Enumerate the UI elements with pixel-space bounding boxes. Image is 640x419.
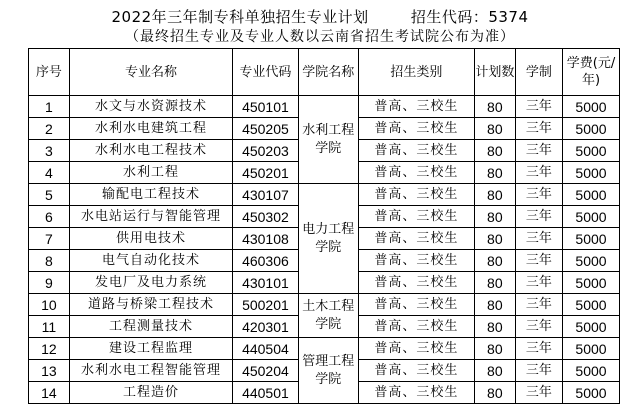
cell-seq: 8 <box>29 250 70 272</box>
table-row <box>29 294 620 316</box>
cell-category: 普高、三校生 <box>358 382 474 404</box>
cell-code: 430101 <box>233 272 299 294</box>
cell-fee: 5000 <box>563 338 620 360</box>
cell-code: 440504 <box>233 338 299 360</box>
cell-code: 420301 <box>233 316 299 338</box>
cell-code: 450205 <box>233 118 299 140</box>
header-seq: 序号 <box>29 49 70 96</box>
cell-major: 供用电技术 <box>69 228 232 250</box>
cell-duration: 三年 <box>515 206 562 228</box>
cell-major: 工程造价 <box>69 382 232 404</box>
cell-seq: 6 <box>29 206 70 228</box>
cell-plan: 80 <box>474 250 515 272</box>
cell-seq: 4 <box>29 162 70 184</box>
cell-plan: 80 <box>474 272 515 294</box>
cell-plan: 80 <box>474 294 515 316</box>
cell-code: 450203 <box>233 140 299 162</box>
header-major: 专业名称 <box>69 49 232 96</box>
cell-plan: 80 <box>474 206 515 228</box>
cell-major: 水利水电工程技术 <box>69 140 232 162</box>
cell-duration: 三年 <box>515 162 562 184</box>
cell-seq: 3 <box>29 140 70 162</box>
cell-plan: 80 <box>474 96 515 118</box>
header-row <box>29 49 620 96</box>
cell-duration: 三年 <box>515 96 562 118</box>
cell-category: 普高、三校生 <box>358 118 474 140</box>
cell-duration: 三年 <box>515 184 562 206</box>
cell-seq: 9 <box>29 272 70 294</box>
cell-fee: 5000 <box>563 228 620 250</box>
cell-code: 430108 <box>233 228 299 250</box>
cell-fee: 5000 <box>563 184 620 206</box>
cell-major: 水利水电工程智能管理 <box>69 360 232 382</box>
cell-duration: 三年 <box>515 228 562 250</box>
cell-category: 普高、三校生 <box>358 294 474 316</box>
cell-plan: 80 <box>474 118 515 140</box>
cell-fee: 5000 <box>563 250 620 272</box>
cell-plan: 80 <box>474 382 515 404</box>
cell-code: 430107 <box>233 184 299 206</box>
cell-college: 管理工程学院 <box>298 338 358 404</box>
cell-major: 道路与桥梁工程技术 <box>69 294 232 316</box>
header-duration: 学制 <box>515 49 562 96</box>
cell-category: 普高、三校生 <box>358 96 474 118</box>
cell-seq: 14 <box>29 382 70 404</box>
cell-plan: 80 <box>474 140 515 162</box>
cell-category: 普高、三校生 <box>358 162 474 184</box>
cell-fee: 5000 <box>563 360 620 382</box>
cell-major: 工程测量技术 <box>69 316 232 338</box>
cell-fee: 5000 <box>563 140 620 162</box>
cell-plan: 80 <box>474 360 515 382</box>
cell-seq: 10 <box>29 294 70 316</box>
cell-major: 电气自动化技术 <box>69 250 232 272</box>
cell-major: 输配电工程技术 <box>69 184 232 206</box>
cell-major: 建设工程监理 <box>69 338 232 360</box>
cell-seq: 7 <box>29 228 70 250</box>
header-category: 招生类别 <box>358 49 474 96</box>
cell-fee: 5000 <box>563 382 620 404</box>
cell-seq: 13 <box>29 360 70 382</box>
cell-major: 发电厂及电力系统 <box>69 272 232 294</box>
header-fee: 学费(元/年) <box>563 49 620 96</box>
page-subtitle: （最终招生专业及专业人数以云南省招生考试院公布为准） <box>125 29 515 45</box>
cell-fee: 5000 <box>563 162 620 184</box>
enrollment-plan-table <box>28 48 620 404</box>
cell-category: 普高、三校生 <box>358 316 474 338</box>
header-code: 专业代码 <box>233 49 299 96</box>
cell-major: 水文与水资源技术 <box>69 96 232 118</box>
table-body <box>29 96 620 404</box>
table-row <box>29 338 620 360</box>
cell-plan: 80 <box>474 162 515 184</box>
cell-seq: 2 <box>29 118 70 140</box>
cell-seq: 5 <box>29 184 70 206</box>
cell-duration: 三年 <box>515 294 562 316</box>
table-row <box>29 96 620 118</box>
cell-college: 土木工程学院 <box>298 294 358 338</box>
cell-category: 普高、三校生 <box>358 250 474 272</box>
cell-category: 普高、三校生 <box>358 228 474 250</box>
cell-duration: 三年 <box>515 360 562 382</box>
cell-code: 450201 <box>233 162 299 184</box>
cell-fee: 5000 <box>563 316 620 338</box>
cell-plan: 80 <box>474 228 515 250</box>
cell-code: 440501 <box>233 382 299 404</box>
cell-duration: 三年 <box>515 272 562 294</box>
header-plan: 计划数 <box>474 49 515 96</box>
header-college: 学院名称 <box>298 49 358 96</box>
cell-fee: 5000 <box>563 206 620 228</box>
cell-fee: 5000 <box>563 118 620 140</box>
cell-plan: 80 <box>474 184 515 206</box>
cell-code: 460306 <box>233 250 299 272</box>
cell-major: 水利工程 <box>69 162 232 184</box>
cell-code: 450302 <box>233 206 299 228</box>
cell-code: 500201 <box>233 294 299 316</box>
cell-duration: 三年 <box>515 140 562 162</box>
cell-category: 普高、三校生 <box>358 206 474 228</box>
cell-fee: 5000 <box>563 294 620 316</box>
cell-category: 普高、三校生 <box>358 140 474 162</box>
cell-plan: 80 <box>474 316 515 338</box>
cell-code: 450204 <box>233 360 299 382</box>
cell-category: 普高、三校生 <box>358 184 474 206</box>
cell-category: 普高、三校生 <box>358 338 474 360</box>
cell-duration: 三年 <box>515 338 562 360</box>
table-row <box>29 184 620 206</box>
page-title: 2022年三年制专科单独招生专业计划 招生代码：5374 <box>111 8 529 26</box>
cell-fee: 5000 <box>563 96 620 118</box>
cell-code: 450101 <box>233 96 299 118</box>
cell-college: 电力工程学院 <box>298 184 358 294</box>
cell-duration: 三年 <box>515 118 562 140</box>
cell-major: 水利水电建筑工程 <box>69 118 232 140</box>
cell-college: 水利工程学院 <box>298 96 358 184</box>
cell-major: 水电站运行与智能管理 <box>69 206 232 228</box>
cell-plan: 80 <box>474 338 515 360</box>
cell-category: 普高、三校生 <box>358 272 474 294</box>
cell-duration: 三年 <box>515 382 562 404</box>
cell-duration: 三年 <box>515 250 562 272</box>
cell-seq: 12 <box>29 338 70 360</box>
cell-fee: 5000 <box>563 272 620 294</box>
cell-seq: 1 <box>29 96 70 118</box>
cell-duration: 三年 <box>515 316 562 338</box>
cell-category: 普高、三校生 <box>358 360 474 382</box>
cell-seq: 11 <box>29 316 70 338</box>
